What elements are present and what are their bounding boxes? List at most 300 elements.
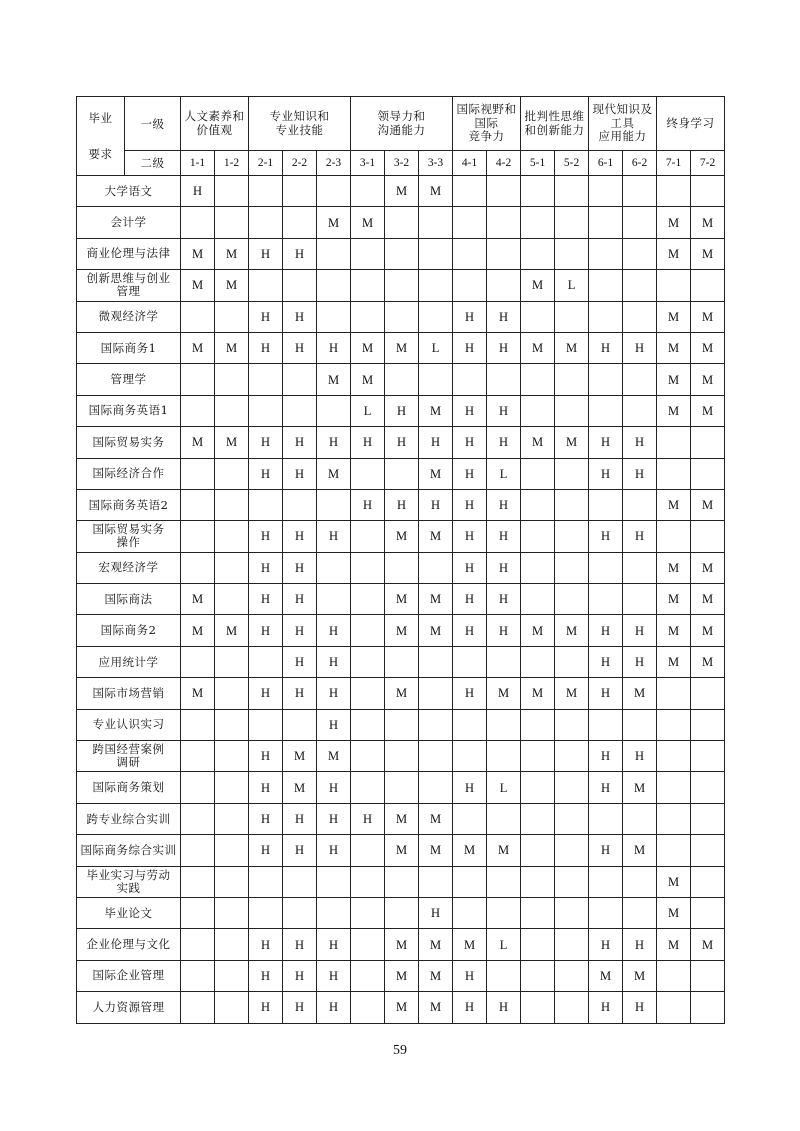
support-level-cell bbox=[351, 458, 385, 489]
support-level-cell bbox=[249, 646, 283, 677]
support-level-cell bbox=[589, 176, 623, 207]
support-level-cell bbox=[215, 992, 249, 1023]
support-level-cell bbox=[487, 709, 521, 740]
support-level-cell bbox=[215, 489, 249, 520]
support-level-cell bbox=[555, 238, 589, 269]
support-level-cell bbox=[589, 395, 623, 426]
support-level-cell: H bbox=[589, 427, 623, 458]
support-level-cell bbox=[691, 176, 725, 207]
support-level-cell bbox=[181, 960, 215, 991]
support-level-cell: H bbox=[181, 176, 215, 207]
table-row bbox=[77, 427, 725, 458]
support-level-cell: M bbox=[283, 772, 317, 803]
support-level-cell bbox=[555, 772, 589, 803]
support-level-cell bbox=[487, 960, 521, 991]
support-level-cell bbox=[317, 301, 351, 332]
support-level-cell: M bbox=[521, 427, 555, 458]
support-level-cell bbox=[657, 521, 691, 552]
support-level-cell: H bbox=[453, 427, 487, 458]
support-level-cell bbox=[215, 364, 249, 395]
support-level-cell bbox=[181, 395, 215, 426]
support-level-cell bbox=[657, 960, 691, 991]
table-row bbox=[77, 521, 725, 552]
support-level-cell bbox=[215, 301, 249, 332]
support-level-cell bbox=[521, 364, 555, 395]
support-level-cell: H bbox=[487, 584, 521, 615]
support-level-cell bbox=[317, 866, 351, 897]
support-level-cell bbox=[385, 458, 419, 489]
table-row bbox=[77, 803, 725, 834]
support-level-cell: M bbox=[521, 678, 555, 709]
support-level-cell bbox=[215, 395, 249, 426]
support-level-cell: H bbox=[249, 960, 283, 991]
support-level-cell: M bbox=[419, 960, 453, 991]
course-name: 创新思维与创业 管理 bbox=[77, 270, 181, 301]
support-level-cell bbox=[487, 646, 521, 677]
support-level-cell bbox=[385, 709, 419, 740]
support-level-cell bbox=[589, 803, 623, 834]
support-level-cell: M bbox=[181, 678, 215, 709]
table-row bbox=[77, 584, 725, 615]
support-level-cell: H bbox=[623, 427, 657, 458]
support-level-cell: M bbox=[351, 207, 385, 238]
requirement-group-header: 领导力和 沟通能力 bbox=[351, 97, 453, 151]
requirement-group-header: 国际视野和 国际 竞争力 bbox=[453, 97, 521, 151]
support-level-cell bbox=[589, 709, 623, 740]
support-level-cell: H bbox=[453, 772, 487, 803]
support-level-cell bbox=[181, 521, 215, 552]
support-level-cell: M bbox=[419, 176, 453, 207]
support-level-cell: H bbox=[317, 772, 351, 803]
support-level-cell: M bbox=[385, 332, 419, 363]
support-level-cell: H bbox=[623, 615, 657, 646]
support-level-cell bbox=[521, 835, 555, 866]
support-level-cell bbox=[215, 678, 249, 709]
support-level-cell: H bbox=[317, 646, 351, 677]
support-level-cell: H bbox=[317, 427, 351, 458]
support-level-cell: M bbox=[555, 332, 589, 363]
support-level-cell: H bbox=[249, 238, 283, 269]
support-level-cell: M bbox=[691, 207, 725, 238]
support-level-cell bbox=[453, 866, 487, 897]
support-level-cell bbox=[589, 207, 623, 238]
support-level-cell: M bbox=[657, 584, 691, 615]
support-level-cell bbox=[351, 772, 385, 803]
support-level-cell bbox=[555, 364, 589, 395]
support-level-cell bbox=[351, 678, 385, 709]
support-level-cell bbox=[691, 866, 725, 897]
support-level-cell: H bbox=[589, 992, 623, 1023]
support-level-cell: L bbox=[351, 395, 385, 426]
header-row-groups bbox=[77, 97, 725, 151]
support-level-cell: H bbox=[283, 992, 317, 1023]
support-level-cell: H bbox=[589, 835, 623, 866]
support-level-cell bbox=[453, 646, 487, 677]
support-level-cell bbox=[283, 207, 317, 238]
support-level-cell bbox=[555, 395, 589, 426]
support-level-cell: M bbox=[453, 929, 487, 960]
support-level-cell: M bbox=[691, 395, 725, 426]
support-level-cell bbox=[691, 835, 725, 866]
support-level-cell: M bbox=[351, 332, 385, 363]
support-level-cell: H bbox=[249, 929, 283, 960]
support-level-cell bbox=[691, 427, 725, 458]
support-level-cell bbox=[351, 866, 385, 897]
support-level-cell: M bbox=[657, 332, 691, 363]
course-name: 人力资源管理 bbox=[77, 992, 181, 1023]
support-level-cell bbox=[385, 301, 419, 332]
support-level-cell: H bbox=[419, 897, 453, 928]
support-level-cell: H bbox=[487, 427, 521, 458]
support-level-cell: H bbox=[419, 427, 453, 458]
support-level-cell: H bbox=[487, 395, 521, 426]
support-level-cell: H bbox=[385, 427, 419, 458]
support-level-cell bbox=[623, 301, 657, 332]
support-level-cell: M bbox=[385, 176, 419, 207]
support-level-cell bbox=[419, 552, 453, 583]
table-row bbox=[77, 772, 725, 803]
support-level-cell bbox=[487, 238, 521, 269]
support-level-cell: H bbox=[487, 332, 521, 363]
support-level-cell bbox=[351, 960, 385, 991]
course-name: 国际商务策划 bbox=[77, 772, 181, 803]
support-level-cell bbox=[385, 772, 419, 803]
support-level-cell bbox=[691, 960, 725, 991]
support-level-cell: H bbox=[453, 301, 487, 332]
support-level-cell: H bbox=[589, 741, 623, 772]
table-row bbox=[77, 301, 725, 332]
support-level-cell: M bbox=[555, 615, 589, 646]
support-level-cell: H bbox=[283, 678, 317, 709]
support-level-cell bbox=[215, 207, 249, 238]
requirement-group-header: 批判性思维 和创新能力 bbox=[521, 97, 589, 151]
support-level-cell bbox=[317, 897, 351, 928]
support-level-cell: M bbox=[691, 552, 725, 583]
support-level-cell bbox=[623, 709, 657, 740]
table-row bbox=[77, 552, 725, 583]
requirement-code: 2-3 bbox=[317, 151, 351, 176]
support-level-cell bbox=[283, 866, 317, 897]
support-level-cell bbox=[691, 270, 725, 301]
support-level-cell: M bbox=[691, 584, 725, 615]
support-level-cell bbox=[521, 395, 555, 426]
support-level-cell bbox=[521, 238, 555, 269]
level2-label: 二级 bbox=[125, 151, 181, 176]
course-name: 企业伦理与文化 bbox=[77, 929, 181, 960]
support-level-cell: H bbox=[623, 929, 657, 960]
support-level-cell: H bbox=[249, 678, 283, 709]
support-level-cell: H bbox=[589, 646, 623, 677]
support-level-cell bbox=[521, 176, 555, 207]
support-level-cell: M bbox=[623, 835, 657, 866]
course-name: 跨国经营案例 调研 bbox=[77, 741, 181, 772]
support-level-cell: H bbox=[487, 489, 521, 520]
support-level-cell: M bbox=[691, 615, 725, 646]
support-level-cell bbox=[181, 803, 215, 834]
support-level-cell bbox=[181, 552, 215, 583]
support-level-cell bbox=[487, 897, 521, 928]
support-level-cell bbox=[215, 458, 249, 489]
support-level-cell bbox=[487, 741, 521, 772]
support-level-cell: H bbox=[589, 458, 623, 489]
support-level-cell bbox=[657, 709, 691, 740]
course-name: 宏观经济学 bbox=[77, 552, 181, 583]
support-level-cell bbox=[317, 270, 351, 301]
support-level-cell bbox=[657, 992, 691, 1023]
course-requirement-matrix bbox=[76, 96, 725, 1024]
support-level-cell bbox=[181, 741, 215, 772]
support-level-cell: H bbox=[283, 615, 317, 646]
support-level-cell bbox=[351, 615, 385, 646]
support-level-cell bbox=[521, 458, 555, 489]
support-level-cell bbox=[385, 741, 419, 772]
support-level-cell bbox=[623, 866, 657, 897]
support-level-cell: H bbox=[385, 395, 419, 426]
support-level-cell bbox=[487, 803, 521, 834]
support-level-cell: M bbox=[657, 364, 691, 395]
table-row bbox=[77, 866, 725, 897]
table-row bbox=[77, 332, 725, 363]
support-level-cell bbox=[555, 866, 589, 897]
support-level-cell bbox=[555, 552, 589, 583]
support-level-cell: M bbox=[691, 929, 725, 960]
support-level-cell bbox=[521, 207, 555, 238]
support-level-cell: M bbox=[487, 678, 521, 709]
course-name: 国际商法 bbox=[77, 584, 181, 615]
support-level-cell bbox=[589, 238, 623, 269]
support-level-cell bbox=[521, 772, 555, 803]
support-level-cell bbox=[181, 835, 215, 866]
support-level-cell bbox=[555, 992, 589, 1023]
support-level-cell bbox=[555, 709, 589, 740]
support-level-cell bbox=[521, 897, 555, 928]
table-row bbox=[77, 678, 725, 709]
support-level-cell bbox=[521, 521, 555, 552]
page-number: 59 bbox=[393, 1043, 407, 1058]
support-level-cell bbox=[453, 270, 487, 301]
support-level-cell: H bbox=[623, 458, 657, 489]
course-name: 毕业论文 bbox=[77, 897, 181, 928]
support-level-cell bbox=[181, 646, 215, 677]
level1-label: 一级 bbox=[125, 97, 181, 151]
course-name: 微观经济学 bbox=[77, 301, 181, 332]
table-row bbox=[77, 395, 725, 426]
support-level-cell bbox=[283, 897, 317, 928]
support-level-cell bbox=[555, 741, 589, 772]
support-level-cell bbox=[453, 897, 487, 928]
support-level-cell bbox=[317, 552, 351, 583]
support-level-cell bbox=[623, 803, 657, 834]
support-level-cell: M bbox=[181, 584, 215, 615]
support-level-cell bbox=[453, 709, 487, 740]
support-level-cell: M bbox=[589, 960, 623, 991]
support-level-cell: L bbox=[555, 270, 589, 301]
support-level-cell bbox=[215, 521, 249, 552]
course-name: 国际市场营销 bbox=[77, 678, 181, 709]
support-level-cell: H bbox=[351, 427, 385, 458]
support-level-cell: M bbox=[419, 803, 453, 834]
support-level-cell bbox=[351, 992, 385, 1023]
support-level-cell: M bbox=[657, 929, 691, 960]
support-level-cell bbox=[181, 458, 215, 489]
support-level-cell: H bbox=[317, 992, 351, 1023]
support-level-cell bbox=[215, 772, 249, 803]
support-level-cell bbox=[385, 866, 419, 897]
support-level-cell: H bbox=[249, 552, 283, 583]
support-level-cell bbox=[521, 301, 555, 332]
support-level-cell: M bbox=[623, 772, 657, 803]
support-level-cell bbox=[419, 772, 453, 803]
support-level-cell: M bbox=[691, 332, 725, 363]
support-level-cell bbox=[215, 552, 249, 583]
support-level-cell: M bbox=[317, 207, 351, 238]
support-level-cell bbox=[521, 584, 555, 615]
support-level-cell bbox=[181, 709, 215, 740]
support-level-cell bbox=[589, 552, 623, 583]
support-level-cell: H bbox=[623, 992, 657, 1023]
support-level-cell bbox=[215, 741, 249, 772]
support-level-cell: M bbox=[419, 458, 453, 489]
support-level-cell: M bbox=[385, 992, 419, 1023]
requirement-group-header: 终身学习 bbox=[657, 97, 725, 151]
support-level-cell: M bbox=[181, 615, 215, 646]
support-level-cell: M bbox=[385, 521, 419, 552]
support-level-cell bbox=[181, 772, 215, 803]
support-level-cell bbox=[249, 270, 283, 301]
support-level-cell bbox=[623, 552, 657, 583]
support-level-cell: H bbox=[317, 615, 351, 646]
support-level-cell: M bbox=[181, 332, 215, 363]
support-level-cell: M bbox=[521, 270, 555, 301]
support-level-cell bbox=[691, 678, 725, 709]
support-level-cell: M bbox=[419, 521, 453, 552]
support-level-cell bbox=[317, 395, 351, 426]
support-level-cell: H bbox=[249, 992, 283, 1023]
requirement-group-header: 现代知识及 工具 应用能力 bbox=[589, 97, 657, 151]
support-level-cell: M bbox=[419, 615, 453, 646]
support-level-cell: M bbox=[419, 992, 453, 1023]
support-level-cell: M bbox=[555, 678, 589, 709]
support-level-cell: H bbox=[317, 835, 351, 866]
support-level-cell: M bbox=[453, 835, 487, 866]
support-level-cell bbox=[385, 552, 419, 583]
support-level-cell bbox=[419, 238, 453, 269]
table-row bbox=[77, 489, 725, 520]
table-row bbox=[77, 741, 725, 772]
support-level-cell: M bbox=[317, 458, 351, 489]
support-level-cell bbox=[249, 364, 283, 395]
course-name: 毕业实习与劳动 实践 bbox=[77, 866, 181, 897]
requirement-code: 4-1 bbox=[453, 151, 487, 176]
requirements-label: 要求 bbox=[88, 147, 113, 161]
support-level-cell: M bbox=[657, 866, 691, 897]
support-level-cell: H bbox=[283, 427, 317, 458]
course-name: 国际商务英语2 bbox=[77, 489, 181, 520]
support-level-cell: H bbox=[453, 992, 487, 1023]
support-level-cell: M bbox=[657, 615, 691, 646]
support-level-cell bbox=[181, 866, 215, 897]
support-level-cell: H bbox=[351, 489, 385, 520]
support-level-cell bbox=[181, 897, 215, 928]
requirement-code: 3-2 bbox=[385, 151, 419, 176]
support-level-cell bbox=[453, 176, 487, 207]
support-level-cell: H bbox=[317, 929, 351, 960]
support-level-cell bbox=[351, 521, 385, 552]
support-level-cell: M bbox=[623, 678, 657, 709]
support-level-cell: M bbox=[691, 646, 725, 677]
support-level-cell bbox=[181, 992, 215, 1023]
support-level-cell: M bbox=[181, 270, 215, 301]
support-level-cell bbox=[521, 992, 555, 1023]
requirement-code: 2-2 bbox=[283, 151, 317, 176]
support-level-cell bbox=[657, 741, 691, 772]
support-level-cell: H bbox=[589, 772, 623, 803]
support-level-cell: M bbox=[419, 835, 453, 866]
support-level-cell: M bbox=[385, 678, 419, 709]
support-level-cell: H bbox=[317, 803, 351, 834]
support-level-cell bbox=[691, 741, 725, 772]
support-level-cell: H bbox=[623, 646, 657, 677]
support-level-cell: H bbox=[283, 301, 317, 332]
support-level-cell bbox=[623, 489, 657, 520]
support-level-cell bbox=[589, 364, 623, 395]
support-level-cell bbox=[691, 458, 725, 489]
support-level-cell bbox=[487, 270, 521, 301]
support-level-cell bbox=[521, 741, 555, 772]
support-level-cell: H bbox=[589, 929, 623, 960]
support-level-cell bbox=[351, 270, 385, 301]
support-level-cell: M bbox=[419, 584, 453, 615]
support-level-cell: H bbox=[453, 678, 487, 709]
support-level-cell bbox=[317, 584, 351, 615]
course-name: 国际贸易实务 bbox=[77, 427, 181, 458]
support-level-cell bbox=[419, 709, 453, 740]
support-level-cell bbox=[351, 835, 385, 866]
support-level-cell: M bbox=[181, 427, 215, 458]
table-row bbox=[77, 897, 725, 928]
support-level-cell: H bbox=[487, 615, 521, 646]
support-level-cell bbox=[521, 960, 555, 991]
support-level-cell bbox=[555, 960, 589, 991]
support-level-cell: M bbox=[385, 960, 419, 991]
support-level-cell: M bbox=[657, 207, 691, 238]
support-level-cell: M bbox=[283, 741, 317, 772]
support-level-cell: H bbox=[283, 552, 317, 583]
support-level-cell: H bbox=[283, 960, 317, 991]
support-level-cell bbox=[351, 929, 385, 960]
course-name: 国际经济合作 bbox=[77, 458, 181, 489]
support-level-cell bbox=[487, 364, 521, 395]
requirement-code: 7-2 bbox=[691, 151, 725, 176]
support-level-cell: H bbox=[283, 332, 317, 363]
support-level-cell: M bbox=[385, 584, 419, 615]
support-level-cell bbox=[317, 489, 351, 520]
support-level-cell bbox=[521, 866, 555, 897]
support-level-cell bbox=[521, 489, 555, 520]
support-level-cell: H bbox=[283, 803, 317, 834]
support-level-cell bbox=[657, 176, 691, 207]
support-level-cell bbox=[657, 427, 691, 458]
support-level-cell: M bbox=[623, 960, 657, 991]
requirement-group-header: 专业知识和 专业技能 bbox=[249, 97, 351, 151]
support-level-cell bbox=[181, 207, 215, 238]
support-level-cell bbox=[419, 301, 453, 332]
requirement-code: 7-1 bbox=[657, 151, 691, 176]
support-level-cell bbox=[385, 646, 419, 677]
support-level-cell bbox=[215, 709, 249, 740]
support-level-cell bbox=[555, 301, 589, 332]
support-level-cell bbox=[555, 207, 589, 238]
